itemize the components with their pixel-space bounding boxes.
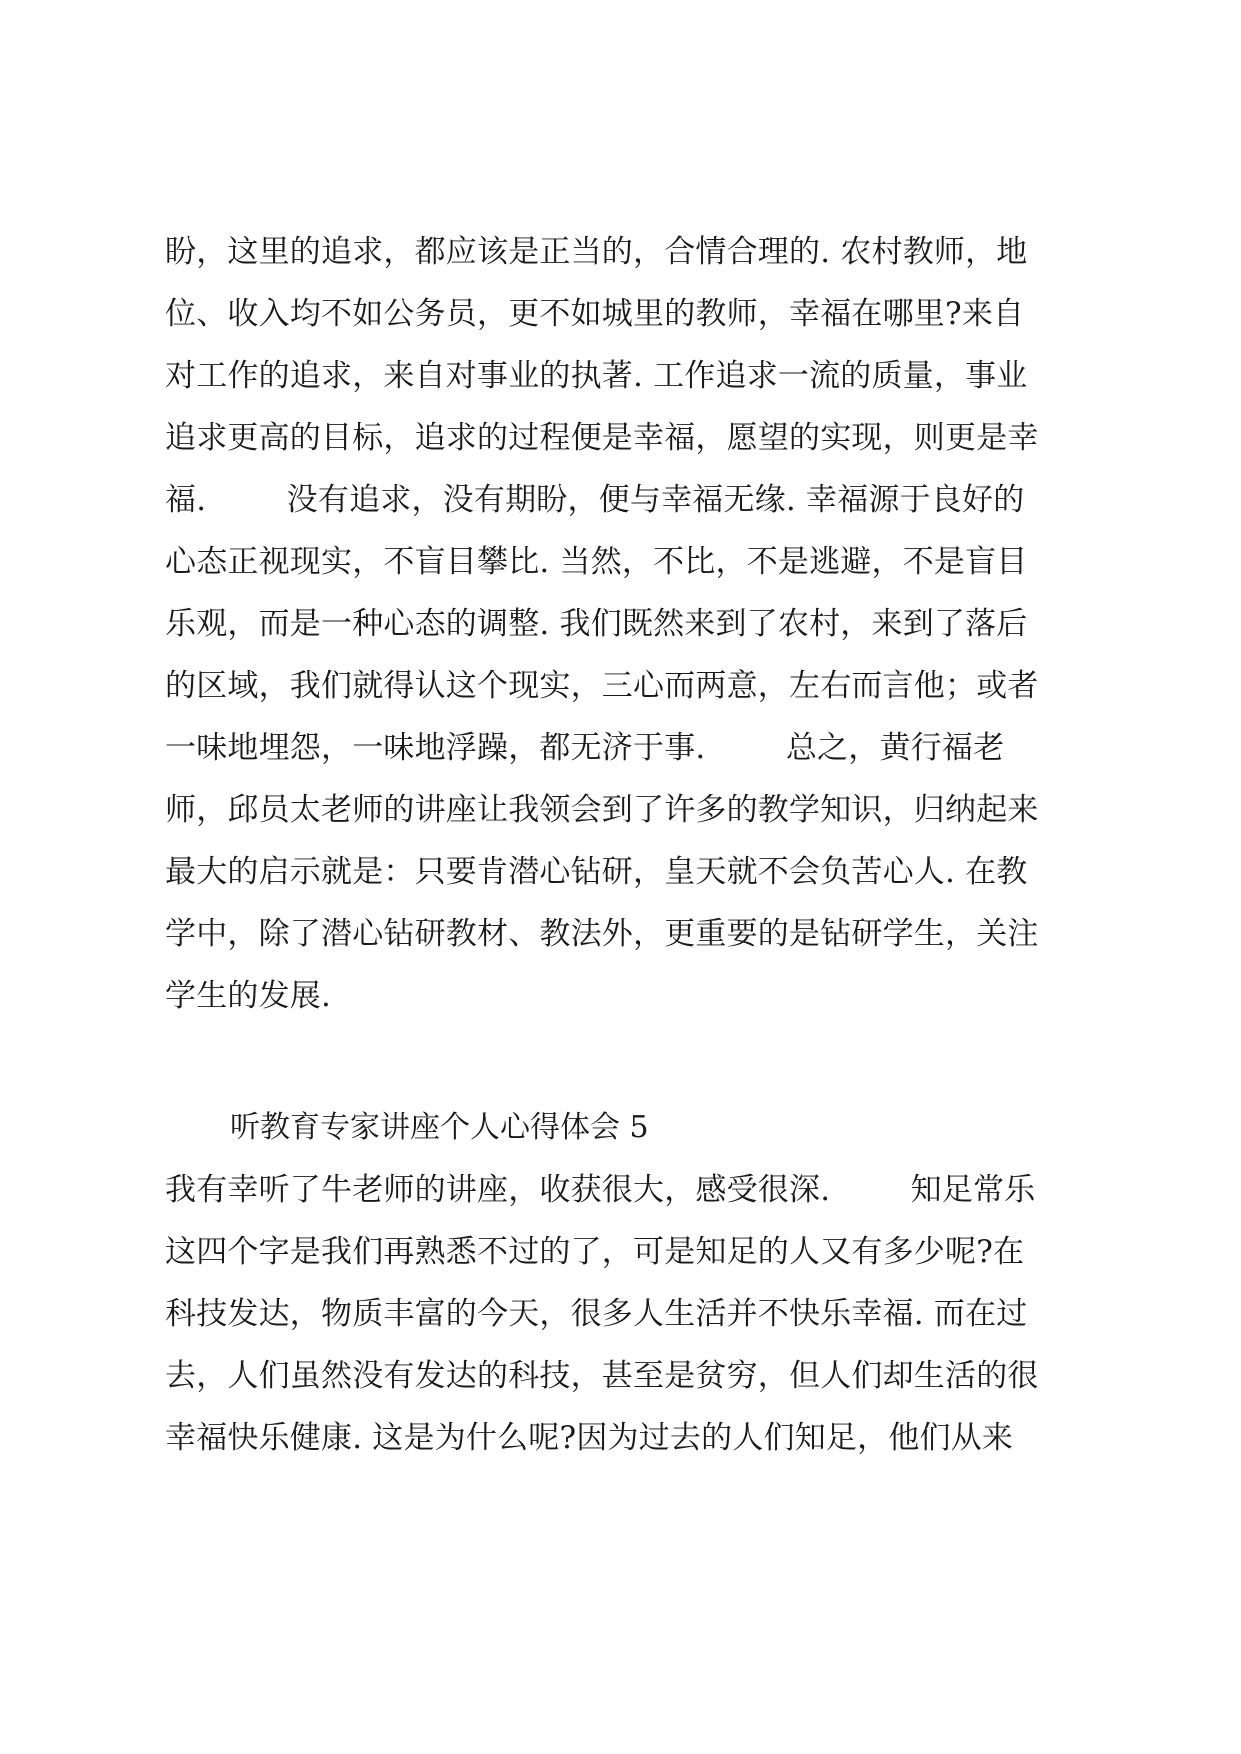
body-line: 幸福快乐健康. 这是为什么呢?因为过去的人们知足，他们从来	[165, 1420, 1014, 1456]
body-line: 盼，这里的追求，都应该是正当的，合情合理的. 农村教师，地	[165, 234, 1028, 270]
body-line: 去，人们虽然没有发达的科技，甚至是贫穷，但人们却生活的很	[165, 1358, 1039, 1394]
body-line: 一味地埋怨，一味地浮躁，都无济于事. 总之，黄行福老	[165, 730, 1005, 766]
body-line: 心态正视现实，不盲目攀比. 当然，不比，不是逃避，不是盲目	[165, 544, 1028, 580]
body-line: 师，邱员太老师的讲座让我领会到了许多的教学知识，归纳起来	[165, 792, 1039, 828]
body-line: 的区域，我们就得认这个现实，三心而两意，左右而言他；或者	[165, 668, 1039, 704]
body-line: 乐观，而是一种心态的调整. 我们既然来到了农村，来到了落后	[165, 606, 1028, 642]
body-line: 位、收入均不如公务员，更不如城里的教师，幸福在哪里?来自	[165, 296, 1025, 332]
body-line: 福. 没有追求，没有期盼，便与幸福无缘. 幸福源于良好的	[165, 482, 1025, 518]
body-line: 学生的发展.	[165, 978, 332, 1014]
body-line: 这四个字是我们再熟悉不过的了，可是知足的人又有多少呢?在	[165, 1234, 1025, 1270]
body-line: 最大的启示就是：只要肯潜心钻研，皇天就不会负苦心人. 在教	[165, 854, 1028, 890]
section-2-heading: 听教育专家讲座个人心得体会 5	[230, 1110, 649, 1145]
body-line: 我有幸听了牛老师的讲座，收获很大，感受很深. 知足常乐	[165, 1172, 1036, 1208]
body-line: 追求更高的目标，追求的过程便是幸福，愿望的实现，则更是幸	[165, 420, 1039, 456]
body-line: 科技发达，物质丰富的今天，很多人生活并不快乐幸福. 而在过	[165, 1296, 1028, 1332]
body-line: 对工作的追求，来自对事业的执著. 工作追求一流的质量，事业	[165, 358, 1028, 394]
body-line: 学中，除了潜心钻研教材、教法外，更重要的是钻研学生，关注	[165, 916, 1039, 952]
